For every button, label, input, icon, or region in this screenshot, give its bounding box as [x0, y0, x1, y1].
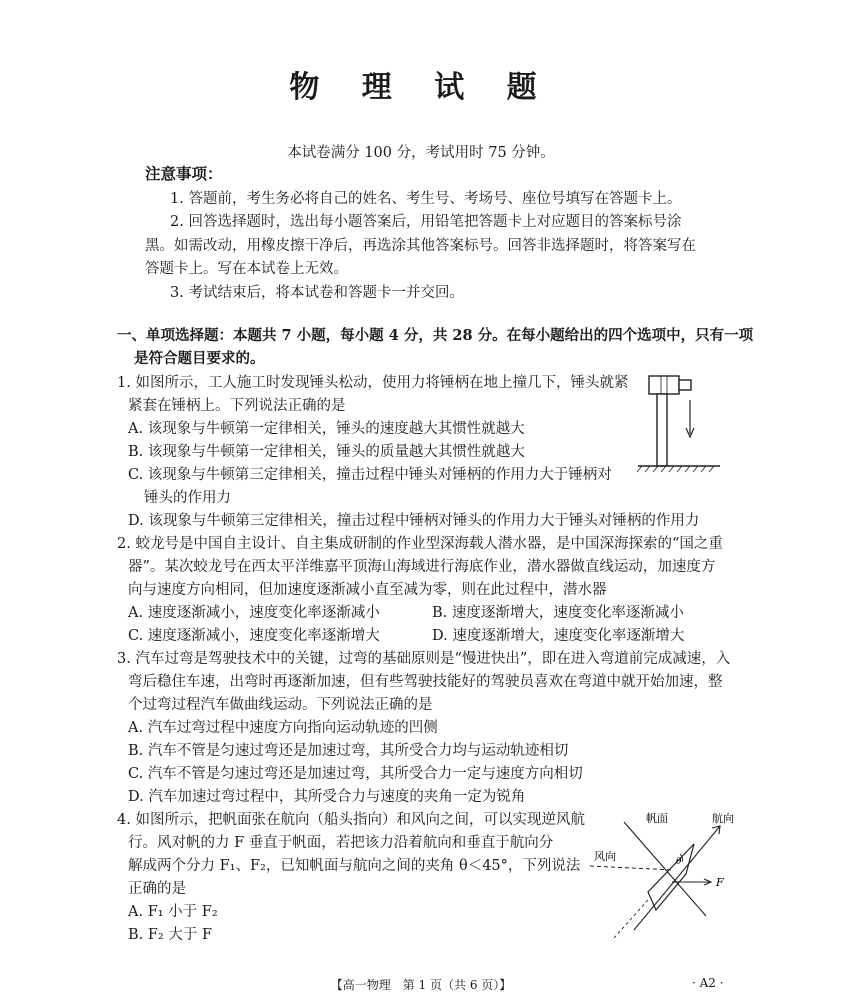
wind-label: 风向 [594, 850, 616, 863]
q1-option-b: B. 该现象与牛顿第一定律相关，锤头的质量越大其惯性就越大 [128, 444, 525, 460]
notice-line-2: 2. 回答选择题时，选出每小题答案后，用铅笔把答题卡上对应题目的答案标号涂 [170, 214, 682, 230]
section-heading-cont: 是符合题目要求的。 [134, 350, 265, 367]
q2-option-d: D. 速度逐渐增大，速度变化率逐渐增大 [432, 628, 685, 644]
q3-stem-1: 3. 汽车过弯是驾驶技术中的关键，过弯的基础原则是“慢进快出”，即在进入弯道前完成减速，入 [117, 651, 731, 667]
q2-stem-1: 2. 蛟龙号是中国自主设计、自主集成研制的作业型深海载人潜水器，是中国深海探索的“国之重 [117, 536, 723, 552]
footer-page-info: 【高一物理 第 1 页（共 6 页）】 [330, 978, 512, 992]
q3-option-b: B. 汽车不管是匀速过弯还是加速过弯，其所受合力均与运动轨迹相切 [128, 743, 569, 759]
exam-info: 本试卷满分 100 分，考试用时 75 分钟。 [287, 145, 555, 161]
hammer-head [649, 376, 679, 394]
q3-stem-2: 弯后稳住车速，出弯时再逐渐加速，但有些驾驶技能好的驾驶员喜欢在弯道中就开始加速，整 [128, 674, 723, 690]
q1-option-c-cont: 锤头的作用力 [144, 490, 231, 506]
q4-option-b: B. F₂ 大于 F [128, 927, 213, 943]
q4-stem-4: 正确的是 [128, 881, 186, 897]
q4-option-a: A. F₁ 小于 F₂ [128, 904, 218, 920]
wind-arrow [590, 866, 674, 870]
q3-stem-3: 个过弯过程汽车做曲线运动。下列说法正确的是 [128, 697, 433, 713]
hammer-handle [657, 394, 667, 466]
page-title: 物 理 试 题 [289, 70, 553, 105]
notice-line-1: 1. 答题前，考生务必将自己的姓名、考生号、考场号、座位号填写在答题卡上。 [170, 191, 682, 207]
q3-option-a: A. 汽车过弯过程中速度方向指向运动轨迹的凹侧 [128, 720, 438, 736]
sail-line [624, 822, 706, 916]
notice-heading: 注意事项： [145, 164, 223, 183]
q2-option-c: C. 速度逐渐减小，速度变化率逐渐增大 [128, 628, 380, 644]
heading-arrow [634, 826, 720, 930]
angle-label: θ [676, 857, 682, 867]
sail-label: 帆面 [646, 812, 668, 825]
q2-option-a: A. 速度逐渐减小，速度变化率逐渐减小 [128, 605, 380, 621]
section-heading: 一、单项选择题：本题共 7 小题，每小题 4 分，共 28 分。在每小题给出的四个选项中，只有一项 [117, 327, 754, 344]
q3-option-c: C. 汽车不管是匀速过弯还是加速过弯，其所受合力一定与速度方向相切 [128, 766, 583, 782]
footer-code: · A2 · [692, 976, 724, 990]
q1-stem-2: 紧套在锤柄上。下列说法正确的是 [128, 398, 346, 414]
q4-stem-1: 4. 如图所示，把帆面张在航向（船头指向）和风向之间，可以实现逆风航 [117, 812, 585, 828]
q2-stem-2: 器”。某次蛟龙号在西太平洋维嘉平顶海山海域进行海底作业，潜水器做直线运动，加速度方 [128, 559, 716, 575]
hammer-figure [634, 370, 724, 476]
q2-stem-3: 向与速度方向相同，但加速度逐渐减小直至减为零，则在此过程中，潜水器 [128, 582, 607, 598]
force-label: F [716, 876, 724, 889]
q4-stem-3: 解成两个分力 F₁、F₂，已知帆面与航向之间的夹角 θ＜45°，下列说法 [128, 858, 581, 874]
notice-line-5: 3. 考试结束后，将本试卷和答题卡一并交回。 [170, 285, 464, 301]
q4-stem-2: 行。风对帆的力 F 垂直于帆面，若把该力沿着航向和垂直于航向分 [128, 835, 554, 851]
heading-label: 航向 [712, 812, 734, 825]
q2-option-b: B. 速度逐渐增大，速度变化率逐渐减小 [432, 605, 684, 621]
q1-option-d: D. 该现象与牛顿第三定律相关，撞击过程中锤柄对锤头的作用力大于锤头对锤柄的作用力 [128, 513, 700, 529]
q3-option-d: D. 汽车加速过弯过程中，其所受合力与速度的夹角一定为锐角 [128, 789, 526, 805]
q1-option-c: C. 该现象与牛顿第三定律相关，撞击过程中锤头对锤柄的作用力大于锤柄对 [128, 467, 612, 483]
sail-figure [588, 804, 748, 940]
notice-line-3: 黑。如需改动，用橡皮擦干净后，再选涂其他答案标号。回答非选择题时，将答案写在 [145, 238, 696, 254]
q1-option-a: A. 该现象与牛顿第一定律相关，锤头的速度越大其惯性就越大 [128, 421, 525, 437]
notice-line-4: 答题卡上。写在本试卷上无效。 [145, 261, 348, 277]
q1-stem-1: 1. 如图所示，工人施工时发现锤头松动，使用力将锤柄在地上撞几下，锤头就紧 [117, 375, 629, 391]
boat-hull [648, 844, 694, 910]
